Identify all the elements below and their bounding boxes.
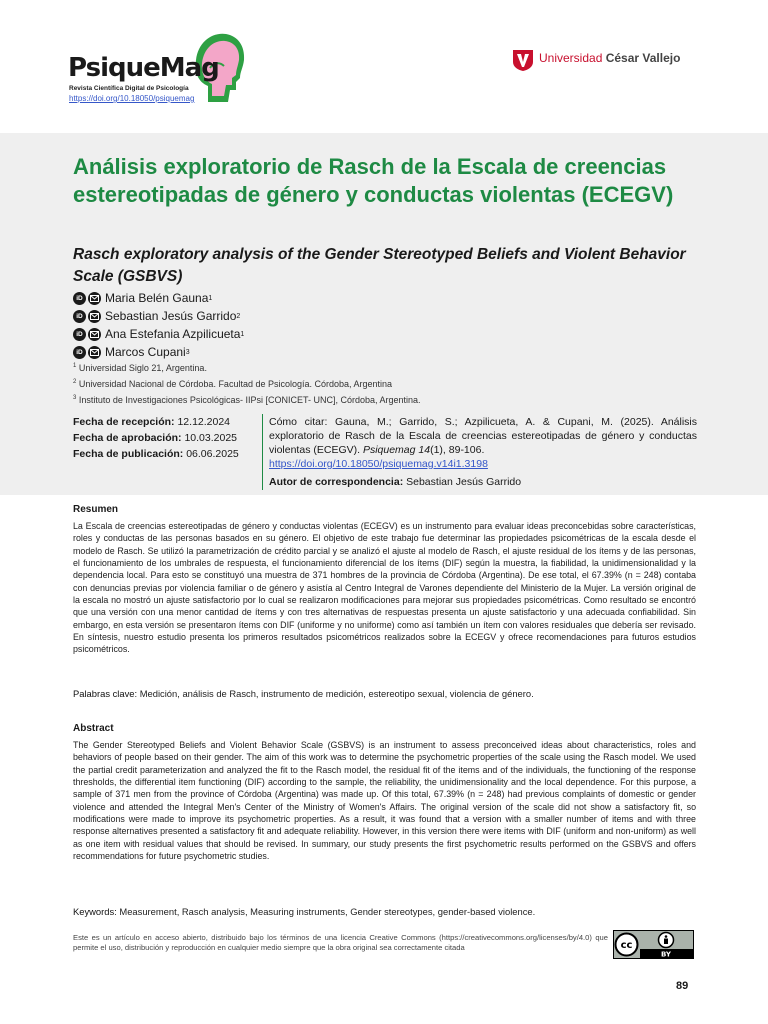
author-line xyxy=(73,326,244,342)
author-affiliation-number: 2 xyxy=(236,312,241,320)
license-text: Este es un artículo en acceso abierto, distribuido bajo los términos de una licencia Creative Commons (https://creativecommons.org/licenses/by/4.0) que permite el uso, distribución y reproducción en cualquier medio siempre que la obra original sea correctamente citada xyxy=(73,933,608,952)
resumen-heading: Resumen xyxy=(73,504,119,515)
author-affiliation-number: 1 xyxy=(240,330,245,338)
author-name: Maria Belén Gauna xyxy=(105,291,209,305)
author-name: Ana Estefania Azpilicueta xyxy=(105,327,241,341)
author-line xyxy=(73,308,240,324)
abstract-keywords: Keywords: Measurement, Rasch analysis, Measuring instruments, Gender stereotypes, gender-based violence. xyxy=(73,906,536,917)
journal-doi-link[interactable]: https://doi.org/10.18050/psiquemag xyxy=(69,94,195,103)
orcid-icon[interactable]: iD xyxy=(73,310,86,323)
email-icon[interactable] xyxy=(88,310,101,323)
by-icon-text: BY xyxy=(660,950,672,959)
author-affiliation-number: 3 xyxy=(185,348,190,356)
cc-icon-text: cc xyxy=(620,940,633,951)
article-title: Análisis exploratorio de Rasch de la Escala de creencias estereotipadas de género y conductas violentas (ECEGV) xyxy=(73,154,674,207)
university-shield-icon xyxy=(512,48,534,72)
author-affiliation-number: 1 xyxy=(208,294,213,302)
citation-doi-link[interactable]: https://doi.org/10.18050/psiquemag.v14i1.3198 xyxy=(269,458,488,470)
published-date: Fecha de publicación: 06.06.2025 xyxy=(73,448,239,460)
author-name: Marcos Cupani xyxy=(105,345,186,359)
orcid-icon[interactable]: iD xyxy=(73,346,86,359)
university-name: Universidad César Vallejo xyxy=(539,51,681,65)
journal-logo-text: PsiqueMag xyxy=(68,53,219,83)
affiliation: $^1$ Universidad Siglo 21, Argentina. xyxy=(73,363,207,373)
author-line xyxy=(73,290,212,306)
affiliation: $^2$ Universidad Nacional de Córdoba. Facultad de Psicología. Córdoba, Argentina xyxy=(73,379,393,389)
author-line xyxy=(73,344,190,360)
journal-logo-subtitle: Revista Científica Digital de Psicología xyxy=(69,85,189,92)
citation-block: Cómo citar: Gauna, M.; Garrido, S.; Azpilicueta, A. & Cupani, M. (2025). Análisis exploratorio de Rasch de la Escala de creencias estereotipadas de género y conductas violentas (ECEGV). Psiquemag 14(1), 89-106. https://doi.org/10.18050/psiquemag.v14i1.3198 xyxy=(269,416,697,470)
received-date: Fecha de recepción: 12.12.2024 xyxy=(73,416,231,428)
email-icon[interactable] xyxy=(88,328,101,341)
abstract-heading: Abstract xyxy=(73,723,114,734)
email-icon[interactable] xyxy=(88,292,101,305)
approved-date: Fecha de aprobación: 10.03.2025 xyxy=(73,432,238,444)
resumen-text: La Escala de creencias estereotipadas de género y conductas violentas (ECEGV) es un instrumento para evaluar ideas preconcebidas sobre características, roles y conductas de las personas basados en su género. El objetivo de este trabajo fue determinar las propiedades psicométricas de la escala desde el modelo de Rasch. Se utilizó la parametrización de crédito parcial y se analizó el ajuste al modelo de Rasch, el ajuste residual de los ítems y de las personas, el funcionamiento de los umbrales de respuesta, el funcionamiento diferencial de los ítems (DIF) según la muestra, la fiabilidad, la unidimensionalidad y la dependencia local. Para esto se constituyó una muestra de 371 hombres de la provincia de Córdoba (Argentina). De ese total, el 67.39% (n = 248) contaba con denuncias previas por violencia familiar o de género y asistía al Centro Integral de Varones dependiente del Ministerio de la Mujer. La versión original de la escala no mostró un ajuste satisfactorio por lo cual se realizaron modificaciones para mejorar sus propiedades psicométricas. Como resultado se encontró que una versión con una menor cantidad de ítems y con tres alternativas de respuestas presenta un ajuste satisfactorio y una adecuada confiabilidad. Sin embargo, en esta versión se presentaron ítems con DIF (uniforme y no uniforme) como así también un ítem con valores residuales que debería ser revisado. En síntesis, nuestro estudio presenta los primeros resultados psicométricos realizados sobre la ECEGV y ofrece recomendaciones para futuros estudios psicométricos. xyxy=(73,521,696,655)
abstract-text: The Gender Stereotyped Beliefs and Violent Behavior Scale (GSBVS) is an instrument to assess preconceived ideas about characteristics, roles and behaviors of people based on their gender. The aim of this work was to determine the psychometric properties of the scale using the Rasch model. We used the partial credit parameterization and analyzed the fit to the Rasch model, the residual fit of the items and of the individuals, the functioning of the response thresholds, the differential item functioning (DIF) according to the sample, the reliability, the unidimensionality and the local dependence. For this purpose, a sample of 371 men from the province of Córdoba (Argentina) was made up. Of this total, 67.39% (n = 248) had previous complaints of domestic or gender violence and attended the Integral Men's Center of the Ministry of Women's Affairs. The original version of the scale did not show a satisfactory fit, so modifications were made to improve its psychometric properties. As a result, it was found that a version with a smaller number of items and with three response alternatives presented a satisfactory fit and adequate reliability. However, in this version there were items with DIF (uniform and non-uniform) as well as one item with residual values that should be revised. In summary, our study presents the first psychometric results performed on the GSBVS and offers recommendations for future psychometric studies. xyxy=(73,740,696,862)
email-icon[interactable] xyxy=(88,346,101,359)
corresponding-author: Autor de correspondencia: Sebastian Jesús Garrido xyxy=(269,476,522,488)
orcid-icon[interactable]: iD xyxy=(73,292,86,305)
affiliation: $^3$ Instituto de Investigaciones Psicológicas- IIPsi [CONICET- UNC], Córdoba, Argentina. xyxy=(73,395,421,405)
page-number: 89 xyxy=(676,980,689,992)
cc-by-license-icon[interactable] xyxy=(613,930,694,959)
author-name: Sebastian Jesús Garrido xyxy=(105,309,237,323)
article-subtitle: Rasch exploratory analysis of the Gender Stereotyped Beliefs and Violent Behavior Scale (GSBVS) xyxy=(73,246,686,285)
resumen-keywords: Palabras clave: Medición, análisis de Rasch, instrumento de medición, estereotipo sexual, violencia de género. xyxy=(73,688,534,699)
citation-divider xyxy=(262,414,263,490)
orcid-icon[interactable]: iD xyxy=(73,328,86,341)
